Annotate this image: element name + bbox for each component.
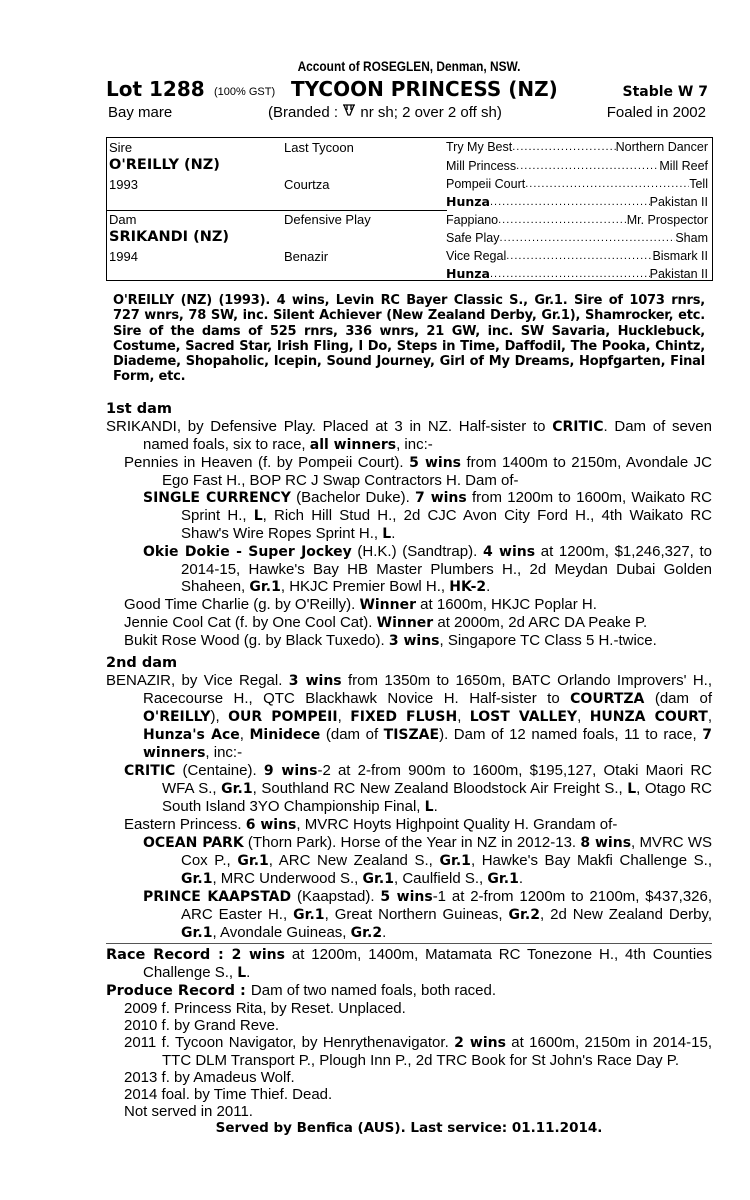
bold-text: Gr.1 bbox=[362, 871, 394, 887]
bold-text: LOST VALLEY bbox=[469, 709, 578, 725]
produce-entry bbox=[106, 1086, 712, 1103]
dam-year: 1994 bbox=[109, 249, 138, 264]
produce-entry bbox=[106, 1034, 712, 1069]
bold-text: Hunza's Ace bbox=[143, 727, 240, 743]
bold-text: Gr.1 bbox=[293, 907, 325, 923]
entry bbox=[106, 596, 712, 614]
text: Eastern Princess. bbox=[124, 816, 246, 833]
ancestor-row: Mill Princess ..... Mill Reef bbox=[446, 157, 708, 175]
text: (H.K.) (Sandtrap). bbox=[351, 543, 483, 560]
pedigree-dam-half bbox=[107, 210, 712, 282]
horse-name: TYCOON PRINCESS (NZ) bbox=[291, 77, 558, 101]
description-line bbox=[106, 102, 712, 124]
produce-record-summary: Dam of two named foals, both raced. bbox=[250, 982, 497, 999]
first-dam-entries bbox=[106, 418, 712, 650]
text: ), bbox=[210, 708, 229, 725]
text: from 1400m to 2150m, Avondale JC Ego Fast H., BOP RC J Swap Contractors H. Dam of- bbox=[162, 454, 712, 489]
bold-text: Gr.1 bbox=[249, 579, 281, 595]
text: . Dam of seven named foals, six to race, bbox=[143, 418, 712, 453]
text: , Southland RC New Zealand Bloodstock Air Freight S., bbox=[252, 780, 628, 797]
bold-text: FIXED FLUSH bbox=[350, 709, 458, 725]
text: -1 at 2-from 1200m to 2100m, $437,326, ARC Easter H., bbox=[181, 888, 713, 923]
text: SRIKANDI, by Defensive Play. Placed at 3 in NZ. Half-sister to bbox=[106, 418, 553, 435]
brand-suffix: nr sh; 2 over 2 off sh) bbox=[356, 104, 502, 121]
text: , Great Northern Guineas, bbox=[324, 906, 509, 923]
text: . bbox=[391, 525, 396, 542]
text: Not served in 2011. bbox=[124, 1103, 253, 1120]
dam-dam: Benazir bbox=[284, 249, 329, 264]
bold-text: OCEAN PARK bbox=[143, 835, 244, 851]
text: , Singapore TC Class 5 H.-twice. bbox=[439, 632, 657, 649]
bold-text: TISZAE bbox=[383, 727, 440, 743]
text: , bbox=[577, 708, 590, 725]
second-dam-heading: 2nd dam bbox=[106, 655, 178, 671]
ancestor-row: Safe Play ..... Sham bbox=[446, 229, 708, 247]
ancestor-row: Try My Best ..... Northern Dancer bbox=[446, 138, 708, 156]
brand-description bbox=[268, 102, 502, 124]
bold-text: Minidece bbox=[249, 727, 321, 743]
text: -2 at 2-from 900m to 1600m, $195,127, Otaki Maori RC WFA S., bbox=[162, 762, 712, 797]
entry bbox=[106, 614, 712, 632]
entry bbox=[106, 762, 712, 816]
bold-text: Winner bbox=[359, 597, 417, 613]
sire-dam: Courtza bbox=[284, 177, 330, 192]
sire-sire: Last Tycoon bbox=[284, 140, 354, 155]
entry bbox=[106, 816, 712, 834]
entry bbox=[106, 489, 712, 543]
bold-text: SINGLE CURRENCY bbox=[143, 490, 291, 506]
sire-summary: O'REILLY (NZ) (1993). 4 wins, Levin RC Bayer Classic S., Gr.1. Sire of 1073 rnrs, 727 wnrs, 78 SW, inc. Silent Achiever (New Zealand Derby, Gr.1), Shamrocker, etc. Sire of the dams of 525 rnrs, 336 wnrs, 21 GW, inc. SW Savaria, Hucklebuck, Costume, Sacred Star, Irish Fling, I Do, Steps in Time, Daffodil, The Pooka, Chintz, Diademe, Shopaholic, Icepin, Sound Journey, Girl of My Dreams, Hopfgarten, Final Form, etc. bbox=[113, 293, 705, 385]
text: , bbox=[239, 726, 250, 743]
text: 2010 f. by Grand Reve. bbox=[124, 1017, 280, 1034]
bold-text: 8 wins bbox=[580, 835, 632, 851]
bold-text: Okie Dokie - Super Jockey bbox=[143, 544, 352, 560]
sire-label: Sire bbox=[109, 140, 133, 155]
text: , 2d New Zealand Derby, bbox=[539, 906, 712, 923]
text: at 1600m, 2150m in 2014-15, TTC DLM Transport P., Plough Inn P., 2d TRC Book for St John's Race Day P. bbox=[162, 1034, 712, 1069]
bold-text: Winner bbox=[376, 615, 434, 631]
bold-text: Gr.1 bbox=[181, 871, 213, 887]
text: , Rich Hill Stud H., 2d CJC Avon City Ford H., 4th Waikato RC Shaw's Wire Ropes Sprint H., bbox=[181, 507, 713, 542]
dam-label: Dam bbox=[109, 212, 137, 227]
records-section bbox=[106, 946, 712, 1137]
bold-text: 5 wins bbox=[409, 455, 462, 471]
text: , bbox=[337, 708, 351, 725]
produce-record bbox=[106, 982, 712, 1000]
race-record-label: Race Record : bbox=[106, 947, 232, 963]
brand-prefix: (Branded : bbox=[268, 104, 343, 121]
text: 2011 f. Tycoon Navigator, by Henrythenavigator. bbox=[124, 1034, 455, 1051]
bold-text: Gr.1 bbox=[181, 925, 213, 941]
bold-text: Gr.1 bbox=[237, 853, 269, 869]
ancestor-row: Vice Regal ..... Bismark II bbox=[446, 247, 708, 265]
dam-sire: Defensive Play bbox=[284, 212, 371, 227]
bold-text: CRITIC bbox=[552, 419, 604, 435]
produce-record-label: Produce Record : bbox=[106, 983, 251, 999]
bold-text: 2 wins bbox=[454, 1035, 506, 1051]
produce-entry bbox=[106, 1103, 712, 1120]
text: , ARC New Zealand S., bbox=[268, 852, 440, 869]
bold-text: Gr.1 bbox=[487, 871, 519, 887]
text: , bbox=[707, 708, 712, 725]
text: , inc:- bbox=[205, 744, 243, 761]
text: from 1350m to 1650m, BATC Orlando Improvers' H., Racecourse H., QTC Blackhawk Novice H. Half-sister to bbox=[143, 672, 712, 707]
bold-text: 5 wins bbox=[380, 889, 433, 905]
entry bbox=[106, 834, 712, 888]
bold-text: PRINCE KAAPSTAD bbox=[143, 889, 292, 905]
text: Pennies in Heaven (f. by Pompeii Court). bbox=[124, 454, 410, 471]
text: at 1200m, 1400m, Matamata RC Tonezone H., 4th Counties Challenge S., bbox=[143, 946, 712, 981]
text: Bukit Rose Wood (g. by Black Tuxedo). bbox=[124, 632, 389, 649]
bold-text: L bbox=[627, 781, 637, 797]
produce-entries bbox=[106, 1000, 712, 1120]
bold-text: Gr.2 bbox=[508, 907, 540, 923]
catalogue-header bbox=[106, 56, 712, 124]
text: . bbox=[518, 870, 524, 887]
bold-text: HK-2 bbox=[449, 579, 487, 595]
text: Jennie Cool Cat (f. by One Cool Cat). bbox=[124, 614, 377, 631]
lot-line bbox=[106, 76, 712, 102]
race-record bbox=[106, 946, 712, 982]
second-dam-entries bbox=[106, 672, 712, 942]
text: 2014 foal. by Time Thief. Dead. bbox=[124, 1086, 333, 1103]
bold-text: CRITIC bbox=[124, 763, 176, 779]
text: from 1200m to 1600m, Waikato RC Sprint H., bbox=[181, 489, 712, 524]
bold-text: Gr.1 bbox=[221, 781, 253, 797]
text: Good Time Charlie (g. by O'Reilly). bbox=[124, 596, 360, 613]
vendor-account: Account of ROSEGLEN, Denman, NSW. bbox=[297, 58, 521, 74]
served-by: Served by Benfica (AUS). Last service: 01.11.2014. bbox=[215, 1120, 603, 1136]
produce-entry bbox=[106, 1000, 712, 1017]
text: , Hawke's Bay Makfi Challenge S., bbox=[470, 852, 712, 869]
text: (dam of bbox=[644, 690, 712, 707]
bold-text: L bbox=[382, 526, 392, 542]
first-dam-heading: 1st dam bbox=[106, 401, 172, 417]
entry bbox=[106, 888, 712, 942]
bold-text: O'REILLY bbox=[143, 709, 211, 725]
ancestor-row: Hunza ..... Pakistan II bbox=[446, 193, 708, 211]
text: . bbox=[486, 578, 491, 595]
produce-entry bbox=[106, 1017, 712, 1034]
text: , Otago RC South Island 3YO Championship Final, bbox=[162, 780, 713, 815]
pedigree-table bbox=[106, 137, 713, 281]
text: , MVRC Hoyts Highpoint Quality H. Grandam of- bbox=[296, 816, 618, 833]
bold-text: 6 wins bbox=[245, 817, 297, 833]
text: at 1600m, HKJC Poplar H. bbox=[416, 596, 597, 613]
text: at 2000m, 2d ARC DA Peake P. bbox=[433, 614, 648, 631]
lot-number: Lot 1288 bbox=[106, 77, 205, 101]
text: 2009 f. Princess Rita, by Reset. Unplaced. bbox=[124, 1000, 406, 1017]
dam-name: SRIKANDI (NZ) bbox=[109, 229, 229, 245]
text: ). Dam of 12 named foals, 11 to race, bbox=[439, 726, 703, 743]
bold-text: 9 wins bbox=[263, 763, 318, 779]
first-dam-section bbox=[106, 401, 712, 650]
text: , inc:- bbox=[396, 436, 433, 453]
bold-text: 3 wins bbox=[288, 673, 342, 689]
text: 2013 f. by Amadeus Wolf. bbox=[124, 1069, 295, 1086]
foaled-year: Foaled in 2002 bbox=[606, 104, 706, 121]
text: (Bachelor Duke). bbox=[290, 489, 415, 506]
bold-text: L bbox=[424, 799, 434, 815]
second-dam-section bbox=[106, 655, 712, 942]
ancestor-row: Pompeii Court ..... Tell bbox=[446, 175, 708, 193]
bold-text: 4 wins bbox=[482, 544, 536, 560]
entry bbox=[106, 454, 712, 489]
stable-location: Stable W 7 bbox=[622, 84, 708, 100]
text: , bbox=[457, 708, 470, 725]
entry bbox=[106, 632, 712, 650]
sire-name: O'REILLY (NZ) bbox=[109, 157, 220, 173]
bold-text: COURTZA bbox=[570, 691, 645, 707]
bold-text: 7 wins bbox=[415, 490, 467, 506]
pedigree-sire-half bbox=[107, 138, 712, 210]
entry bbox=[106, 543, 712, 596]
section-divider bbox=[106, 943, 712, 944]
bold-text: HUNZA COURT bbox=[589, 709, 708, 725]
bold-text: all winners bbox=[309, 437, 397, 453]
entry bbox=[106, 418, 712, 454]
text: , MRC Underwood S., bbox=[212, 870, 363, 887]
text: , MVRC WS Cox P., bbox=[181, 834, 712, 869]
text: . bbox=[433, 798, 438, 815]
text: . bbox=[246, 964, 251, 981]
sire-year: 1993 bbox=[109, 177, 138, 192]
text: (Centaine). bbox=[175, 762, 264, 779]
bold-text: Gr.1 bbox=[439, 853, 471, 869]
text: . bbox=[382, 924, 387, 941]
bold-text: L bbox=[237, 965, 247, 981]
bold-text: OUR POMPEII bbox=[228, 709, 338, 725]
bold-text: L bbox=[253, 508, 263, 524]
text: , Avondale Guineas, bbox=[212, 924, 351, 941]
gst-note: (100% GST) bbox=[214, 86, 276, 98]
bold-text: 7 winners bbox=[143, 727, 713, 761]
bold-text: 3 wins bbox=[388, 633, 440, 649]
produce-entry bbox=[106, 1069, 712, 1086]
text: (Thorn Park). Horse of the Year in NZ in 2012-13. bbox=[243, 834, 581, 851]
bold-text: Gr.2 bbox=[350, 925, 383, 941]
text: , HKJC Premier Bowl H., bbox=[280, 578, 450, 595]
text: (Kaapstad). bbox=[291, 888, 381, 905]
ancestor-row: Hunza ..... Pakistan II bbox=[446, 265, 708, 283]
entry bbox=[106, 672, 712, 762]
ancestor-row: Fappiano ..... Mr. Prospector bbox=[446, 211, 708, 229]
text: at 1200m, $1,246,327, to 2014-15, Hawke's Bay HB Master Plumbers H., 2d Meydan Dubai Golden Shaheen, bbox=[181, 543, 712, 595]
sex-colour: Bay mare bbox=[108, 104, 173, 121]
text: , Caulfield S., bbox=[394, 870, 488, 887]
text: (dam of bbox=[320, 726, 384, 743]
text: BENAZIR, by Vice Regal. bbox=[106, 672, 289, 689]
brand-mark-icon bbox=[342, 104, 356, 116]
bold-text: 2 wins bbox=[231, 947, 285, 963]
